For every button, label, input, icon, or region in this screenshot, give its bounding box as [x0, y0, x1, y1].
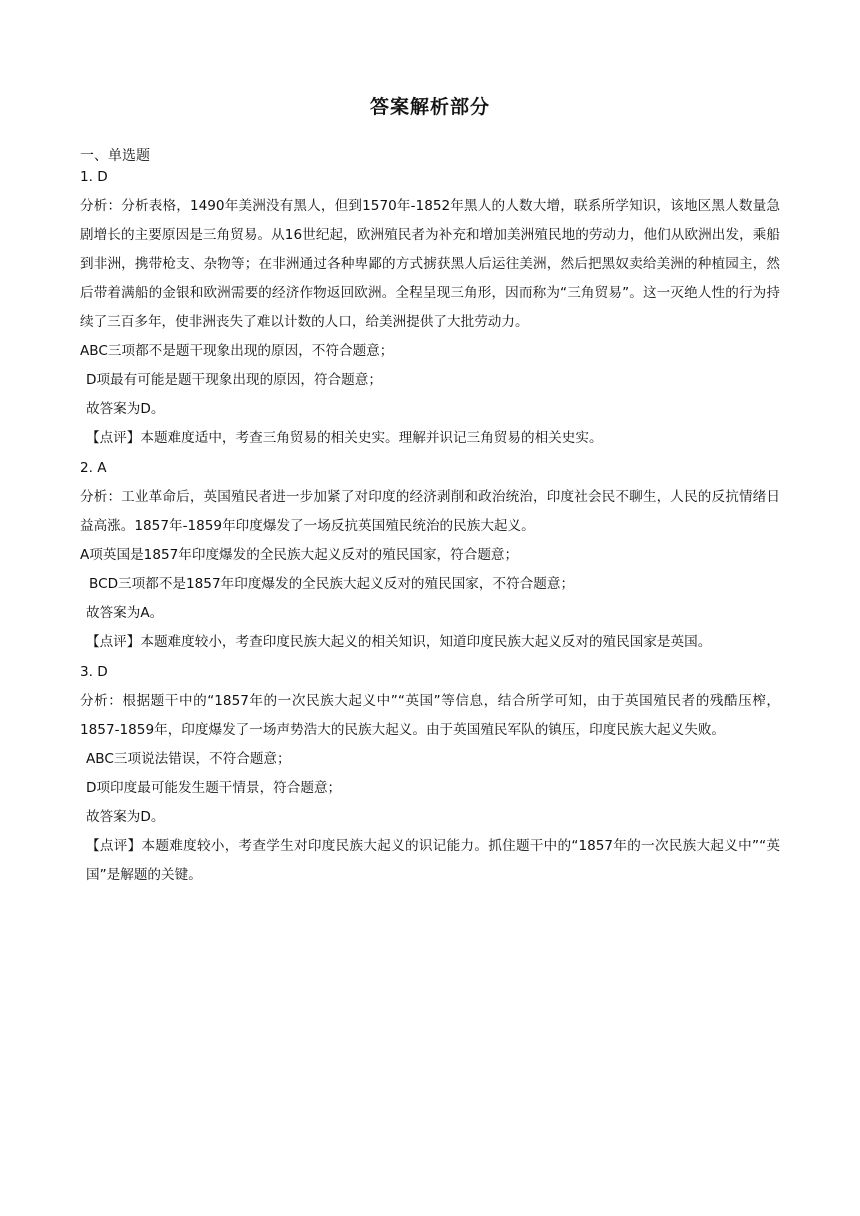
- option-note: A项英国是1857年印度爆发的全民族大起义反对的殖民国家，符合题意；: [80, 547, 519, 563]
- question-block-1: [80, 162, 780, 453]
- analysis-text: 分析：根据题干中的“1857年的一次民族大起义中”“英国”等信息，结合所学可知，由于英国殖民者的残酷压榨，1857-1859年，印度爆发了一场声势浩大的民族大起义。由于英国殖民军队的镇压，印度民族大起义失败。: [80, 693, 780, 738]
- question-block-3: [80, 657, 780, 890]
- question-number: 2. A: [80, 460, 107, 476]
- section-heading: 一、单选题: [80, 148, 150, 164]
- question-number: 3. D: [80, 664, 108, 680]
- option-note: D项最有可能是题干现象出现的原因，符合题意；: [86, 372, 382, 388]
- answer-statement: 故答案为D。: [86, 401, 165, 417]
- option-note: ABC三项说法错误，不符合题意；: [86, 751, 291, 767]
- answer-statement: 故答案为D。: [86, 809, 165, 825]
- analysis-text: 分析：分析表格，1490年美洲没有黑人，但到1570年-1852年黑人的人数大增，联系所学知识，该地区黑人数量急剧增长的主要原因是三角贸易。从16世纪起，欧洲殖民者为补充和增加美洲殖民地的劳动力，他们从欧洲出发，乘船到非洲，携带枪支、杂物等；在非洲通过各种卑鄙的方式掳获黑人后运往美洲，然后把黑奴卖给美洲的种植园主，然后带着满船的金银和欧洲需要的经济作物返回欧洲。全程呈现三角形，因而称为“三角贸易”。这一灭绝人性的行为持续了三百多年，使非洲丧失了难以计数的人口，给美洲提供了大批劳动力。: [80, 198, 780, 330]
- option-note: ABC三项都不是题干现象出现的原因，不符合题意；: [80, 343, 394, 359]
- page-title: 答案解析部分: [369, 96, 490, 118]
- comment-text: 【点评】本题难度较小，考查学生对印度民族大起义的识记能力。抓住题干中的“1857年的一次民族大起义中”“英国”是解题的关键。: [86, 838, 780, 883]
- comment-text: 【点评】本题难度适中，考查三角贸易的相关史实。理解并识记三角贸易的相关史实。: [86, 430, 603, 446]
- analysis-text: 分析：工业革命后，英国殖民者进一步加紧了对印度的经济剥削和政治统治，印度社会民不聊生，人民的反抗情绪日益高涨。1857年-1859年印度爆发了一场反抗英国殖民统治的民族大起义。: [80, 489, 780, 534]
- option-note: BCD三项都不是1857年印度爆发的全民族大起义反对的殖民国家，不符合题意；: [89, 576, 575, 592]
- answers-body: [80, 160, 780, 890]
- question-block-2: [80, 453, 780, 657]
- question-number: 1. D: [80, 169, 108, 185]
- answer-statement: 故答案为A。: [86, 605, 164, 621]
- comment-text: 【点评】本题难度较小，考查印度民族大起义的相关知识，知道印度民族大起义反对的殖民国家是英国。: [86, 634, 712, 650]
- option-note: D项印度最可能发生题干情景，符合题意；: [86, 780, 342, 796]
